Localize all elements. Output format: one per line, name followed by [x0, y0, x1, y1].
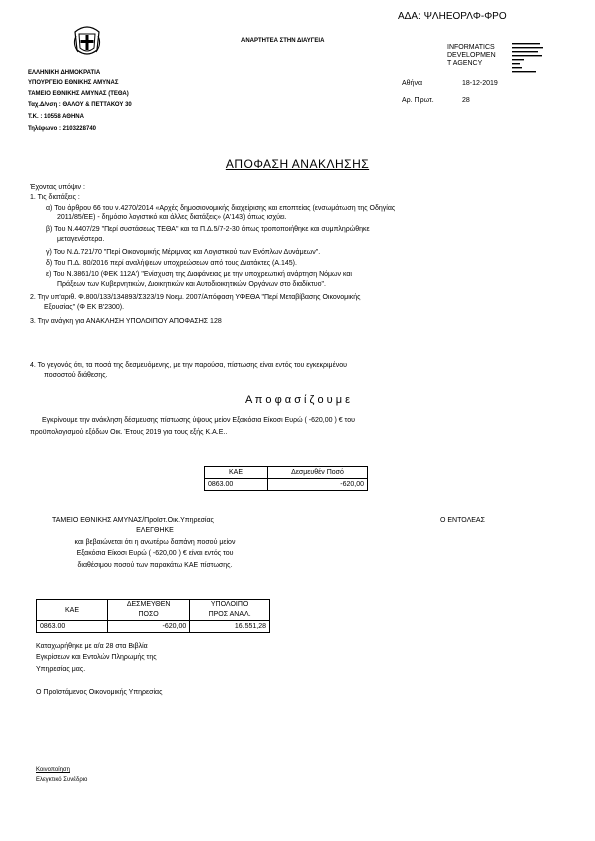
document-date: 18-12-2019 — [462, 80, 498, 87]
protocol-label: Αρ. Πρωτ. — [402, 97, 434, 104]
item-1: 1. Τις διατάξεις : — [30, 194, 80, 201]
sender-line-4: Ταχ.Δ/νση : ΘΑΛΟΥ & ΠΕΤΤΑΚΟΥ 30 — [28, 102, 132, 108]
ada-code: ΑΔΑ: ΨΛΗΕΟΡΛΦ-ΦΡΟ — [398, 11, 507, 22]
item-4-line-2: ποσοστού διάθεσης. — [44, 372, 108, 379]
orderer-label: Ο ΕΝΤΟΛΕΑΣ — [440, 517, 485, 524]
item-3: 3. Την ανάγκη για ΑΝΑΚΛΗΣΗ ΥΠΟΛΟΙΠΟΥ ΑΠΟΦΑΣΗΣ 128 — [30, 318, 222, 325]
digital-signature-stamp-icon — [512, 42, 546, 76]
table-header-remaining-line-2: ΠΡΟΣ ΑΝΑΛ. — [208, 611, 251, 618]
table-header-remaining-line-1: ΥΠΟΛΟΙΠΟ — [210, 601, 249, 608]
protocol-number: 28 — [462, 97, 470, 104]
commitment-table — [204, 466, 368, 491]
registered-line-1: Καταχωρήθηκε με α/α 28 στα Βιβλία — [36, 643, 148, 650]
table-cell-amount: -620,00 — [268, 479, 368, 491]
item-1c: γ) Του Ν.Δ.721/70 "Περί Οικονομικής Μέριμνας και Λογιστικού των Ενόπλων Δυνάμεων". — [46, 249, 321, 256]
table-header-committed-line-2: ΠΟΣΟ — [138, 611, 159, 618]
table-row — [205, 479, 368, 491]
iada-line-3: T AGENCY — [447, 60, 483, 67]
table-header-committed-line-1: ΔΕΣΜΕΥΘΕΝ — [126, 601, 171, 608]
sender-line-3: ΤΑΜΕΙΟ ΕΘΝΙΚΗΣ ΑΜΥΝΑΣ (ΤΕΘΑ) — [28, 91, 129, 97]
item-1a-line-2: 2011/85/ΕΕ) - δημόσιο λογιστικό και άλλες διατάξεις» (Α'143) όπως ισχύει. — [57, 214, 287, 221]
certification-line-1: ΤΑΜΕΙΟ ΕΘΝΙΚΗΣ ΑΜΥΝΑΣ/Προϊστ.Οικ.Υπηρεσίας — [52, 517, 214, 524]
place-label: Αθήνα — [402, 80, 423, 87]
certification-checked: ΕΛΕΓΘΗΚΕ — [136, 527, 174, 534]
item-4-line-1: 4. Το γεγονός ότι, τα ποσά της δεσμευόμενης, με την παρούσα, πίστωσης είναι εντός του εγκεκριμένου — [30, 362, 347, 369]
item-1b-line-2: μεταγενέστερα. — [57, 236, 105, 243]
table-header-row — [205, 467, 368, 479]
item-1e-line-1: ε) Του Ν.3861/10 (ΦΕΚ 112Α') "Ενίσχυση της Διαφάνειας με την υποχρεωτική ανάρτηση Νόμων και — [46, 271, 352, 278]
approval-line-2: προϋπολογισμού εξόδων Οικ. Έτους 2019 για τους εξής Κ.Α.Ε.. — [30, 429, 228, 436]
greek-emblem-icon — [70, 24, 104, 58]
table-header-row — [37, 600, 270, 621]
item-2-line-2: Εξουσίας" (Φ ΕΚ Β'2300). — [44, 304, 125, 311]
table-header-kae: ΚΑΕ — [205, 467, 268, 479]
iada-line-1: INFORMATICS — [447, 44, 495, 51]
table-header-kae: ΚΑΕ — [37, 600, 108, 621]
sender-line-2: ΥΠΟΥΡΓΕΙΟ ΕΘΝΙΚΗΣ ΑΜΥΝΑΣ — [28, 80, 119, 86]
considering-label: Έχοντας υπόψιν : — [30, 184, 85, 191]
table-header-remaining — [190, 600, 270, 621]
sender-line-1: ΕΛΛΗΝΙΚΗ ΔΗΜΟΚΡΑΤΙΑ — [28, 70, 101, 76]
table-header-amount: Δεσμευθέν Ποσό — [268, 467, 368, 479]
item-1d: δ) Του Π.Δ. 80/2016 περί αναλήψεων υποχρεώσεων από τους Διατάκτες (Α.145). — [46, 260, 297, 267]
table-header-committed — [108, 600, 190, 621]
iada-line-2: DEVELOPMEN — [447, 52, 496, 59]
table-cell-kae: 0863.00 — [37, 621, 108, 633]
decision-heading: Α π ο φ α σ ί ζ ο υ μ ε — [244, 394, 350, 406]
certification-line-5: διαθέσιμου ποσού των παρακάτω ΚΑΕ πίστωσης. — [77, 562, 233, 569]
item-1b-line-1: β) Του Ν.4407/29 "Περί συστάσεως ΤΕΘΑ" και τα Π.Δ.5/7-2-30 όπως τροποποιήθηκε και συμπληρώθηκε — [46, 226, 370, 233]
sender-line-5: Τ.Κ. : 10558 ΑΘΗΝΑ — [28, 114, 84, 120]
publish-note: ΑΝΑΡΤΗΤΕΑ ΣΤΗΝ ΔΙΑΥΓΕΙΑ — [241, 38, 325, 44]
registered-line-3: Υπηρεσίας μας. — [36, 666, 86, 673]
table-cell-kae: 0863.00 — [205, 479, 268, 491]
item-2-line-1: 2. Την υπ'αριθ. Φ.800/133/134893/Σ323/19 Νοεμ. 2007/Απόφαση ΥΦΕΘΑ "Περί Μεταβίβασης Οικονομικής — [30, 294, 361, 301]
table-cell-remaining: 16.551,28 — [190, 621, 270, 633]
head-of-service: Ο Προϊστάμενος Οικονομικής Υπηρεσίας — [36, 689, 163, 696]
table-cell-committed: -620,00 — [108, 621, 190, 633]
distribution-title: Κοινοποίηση — [36, 767, 70, 773]
registered-line-2: Εγκρίσεων και Εντολών Πληρωμής της — [36, 654, 157, 661]
distribution-line-1: Ελεγκτικό Συνέδριο — [36, 777, 88, 783]
approval-line-1: Εγκρίνουμε την ανάκληση δέσμευσης πίστωσης ύψους μείον Εξακόσια Είκοσι Ευρώ ( -620,00 ) € του — [42, 417, 355, 424]
document-title: ΑΠΟΦΑΣΗ ΑΝΑΚΛΗΣΗΣ — [225, 157, 370, 171]
sender-line-6: Τηλέφωνο : 2103228740 — [28, 126, 96, 132]
certification-line-3: και βεβαιώνεται ότι η ανωτέρω δαπάνη ποσού μείον — [74, 539, 236, 546]
certification-line-4: Εξακόσια Είκοσι Ευρώ ( -620,00 ) € είναι εντός του — [76, 550, 234, 557]
balance-table — [36, 599, 270, 633]
item-1a-line-1: α) Του άρθρου 66 του ν.4270/2014 «Αρχές δημοσιονομικής διαχείρισης και εποπτείας (ενσωμάτωση της Οδηγίας — [46, 205, 396, 212]
table-row — [37, 621, 270, 633]
item-1e-line-2: Πράξεων των Κυβερνητικών, Διοικητικών και Αυτοδιοικητικών Οργάνων στο διαδίκτυο". — [57, 281, 326, 288]
